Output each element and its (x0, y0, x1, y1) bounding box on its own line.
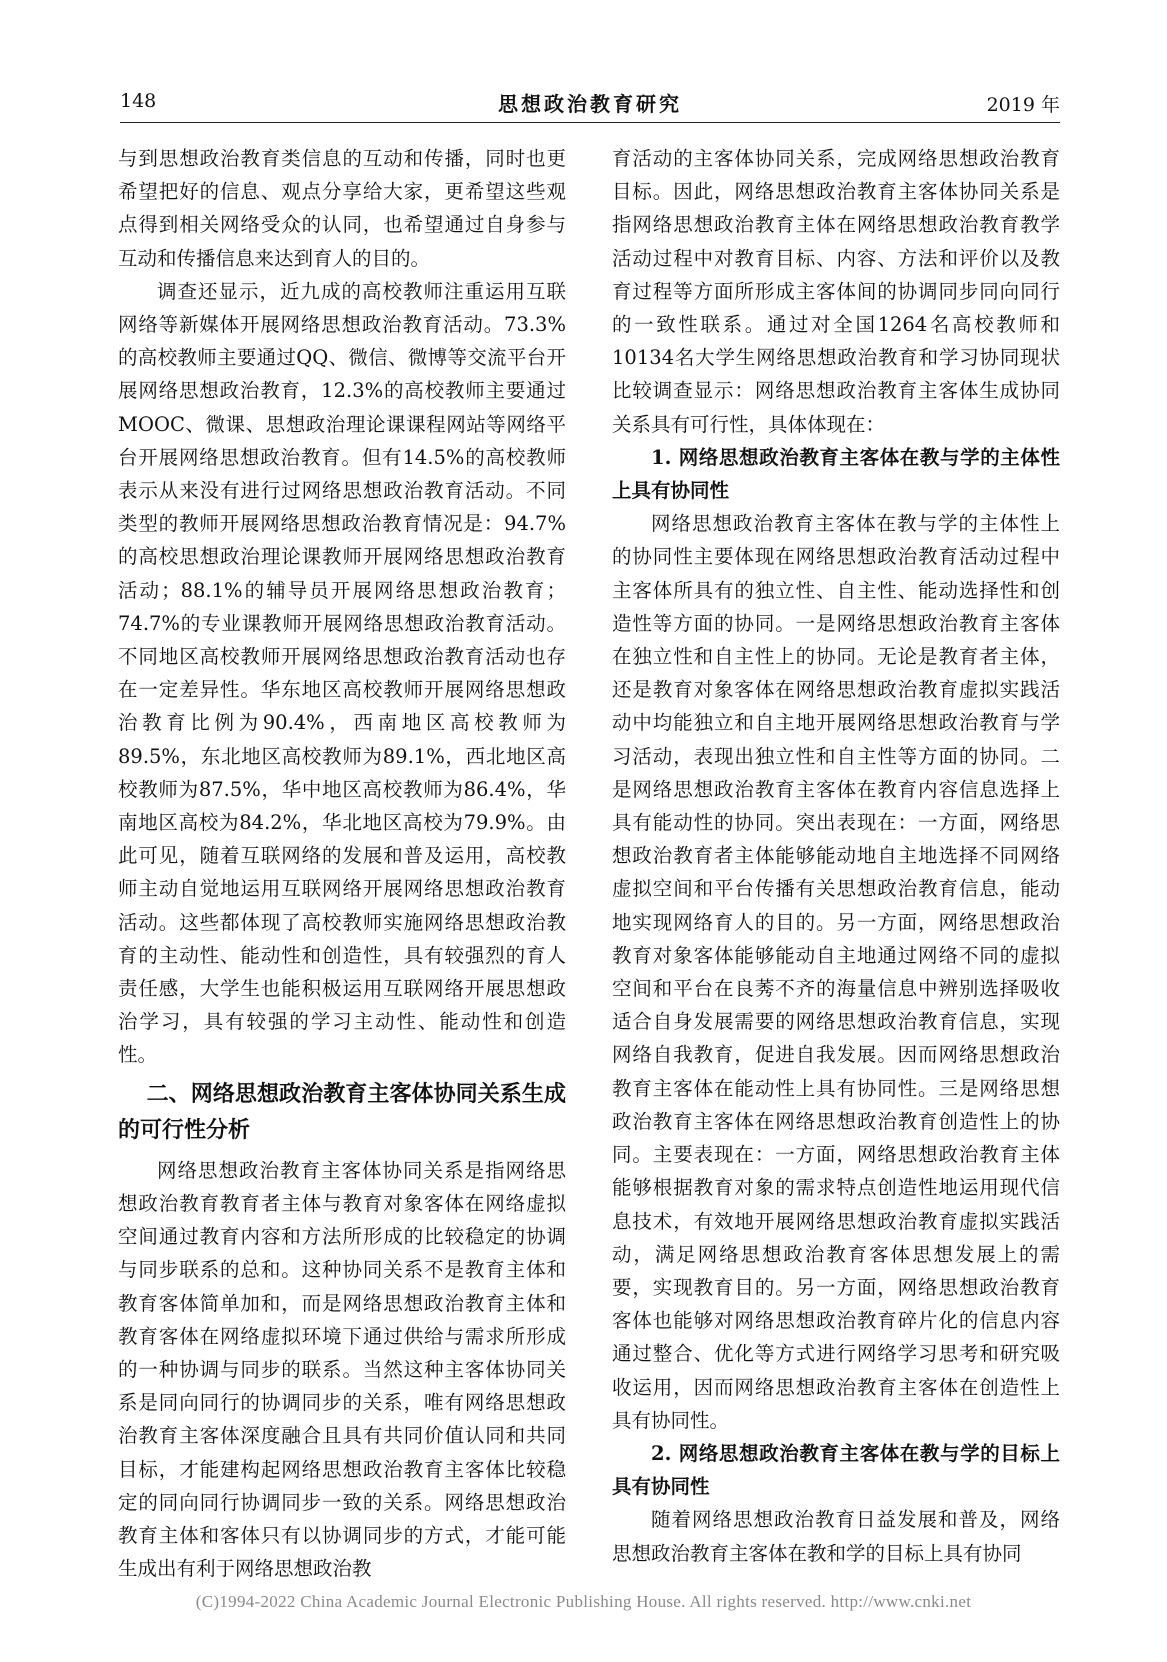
right-column (612, 142, 1060, 1570)
copyright-footer: (C)1994-2022 China Academic Journal Electronic Publishing House. All rights reserved. http://www.cnki.net (195, 1592, 972, 1611)
right-paragraph-1: 育活动的主客体协同关系，完成网络思想政治教育目标。因此，网络思想政治教育主客体协同关系是指网络思想政治教育主体在网络思想政治教育教学活动过程中对教育目标、内容、方法和评价以及教育过程等方面所形成主客体间的协调同步同向同行的一致性联系。通过对全国1264名高校教师和10134名大学生网络思想政治教育和学习协同现状比较调查显示：网络思想政治教育主客体生成协同关系具有可行性，具体体现在： (612, 147, 1060, 436)
page-header (120, 88, 1060, 123)
left-paragraph-1: 与到思想政治教育类信息的互动和传播，同时也更希望把好的信息、观点分享给大家，更希望这些观点得到相关网络受众的认同，也希望通过自身参与互动和传播信息来达到育人的目的。 (118, 147, 566, 270)
publication-year: 2019 年 (986, 94, 1060, 116)
journal-title: 思想政治教育研究 (498, 92, 682, 116)
left-paragraph-3: 网络思想政治教育主客体协同关系是指网络思想政治教育教育者主体与教育对象客体在网络虚拟空间通过教育内容和方法所形成的比较稳定的协调与同步联系的总和。这种协同关系不是教育主体和教育客体简单加和，而是网络思想政治教育主体和教育客体在网络虚拟环境下通过供给与需求所形成的一种协调与同步的联系。当然这种主客体协同关系是同向同行的协调同步的关系，唯有网络思想政治教育主客体深度融合且具有共同价值认同和共同目标，才能建构起网络思想政治教育主客体比较稳定的同向同行协调同步一致的关系。网络思想政治教育主体和客体只有以协调同步的方式，才能可能生成出有利于网络思想政治教 (118, 1158, 566, 1581)
subsection-heading-1: 1. 网络思想政治教育主客体在教与学的主体性上具有协同性 (612, 445, 1060, 503)
left-paragraph-2: 调查还显示，近九成的高校教师注重运用互联网络等新媒体开展网络思想政治教育活动。73.3%的高校教师主要通过QQ、微信、微博等交流平台开展网络思想政治教育，12.3%的高校教师主要通过MOOC、微课、思想政治理论课课程网站等网络平台开展网络思想政治教育。但有14.5%的高校教师表示从来没有进行过网络思想政治教育活动。不同类型的教师开展网络思想政治教育情况是：94.7%的高校思想政治理论课教师开展网络思想政治教育活动；88.1%的辅导员开展网络思想政治教育；74.7%的专业课教师开展网络思想政治教育活动。不同地区高校教师开展网络思想政治教育活动也存在一定差异性。华东地区高校教师开展网络思想政治教育比例为90.4%，西南地区高校教师为89.5%，东北地区高校教师为89.1%，西北地区高校教师为87.5%，华中地区高校教师为86.4%，华南地区高校为84.2%，华北地区高校为79.9%。由此可见，随着互联网络的发展和普及运用，高校教师主动自觉地运用互联网络开展网络思想政治教育活动。这些都体现了高校教师实施网络思想政治教育的主动性、能动性和创造性，具有较强烈的育人责任感，大学生也能积极运用互联网络开展思想政治学习，具有较强的学习主动性、能动性和创造性。 (118, 279, 566, 1067)
page-number: 148 (120, 90, 157, 112)
subsection-heading-2: 2. 网络思想政治教育主客体在教与学的目标上具有协同性 (612, 1441, 1060, 1499)
left-column (118, 142, 566, 1585)
right-paragraph-2: 网络思想政治教育主客体在教与学的主体性上的协同性主要体现在网络思想政治教育活动过程中主客体所具有的独立性、自主性、能动选择性和创造性等方面的协同。一是网络思想政治教育主客体在独立性和自主性上的协同。无论是教育者主体，还是教育对象客体在网络思想政治教育虚拟实践活动中均能独立和自主地开展网络思想政治教育与学习活动，表现出独立性和自主性等方面的协同。二是网络思想政治教育主客体在教育内容信息选择上具有能动性的协同。突出表现在：一方面，网络思想政治教育者主体能够能动地自主地选择不同网络虚拟空间和平台传播有关思想政治教育信息，能动地实现网络育人的目的。另一方面，网络思想政治教育对象客体能够能动自主地通过网络不同的虚拟空间和平台在良莠不齐的海量信息中辨别选择吸收适合自身发展需要的网络思想政治教育信息，实现网络自我教育，促进自我发展。因而网络思想政治教育主客体在能动性上具有协同性。三是网络思想政治教育主客体在网络思想政治教育创造性上的协同。主要表现在：一方面，网络思想政治教育主体能够根据教育对象的需求特点创造性地运用现代信息技术，有效地开展网络思想政治教育虚拟实践活动，满足网络思想政治教育客体思想发展上的需要，实现教育目的。另一方面，网络思想政治教育客体也能够对网络思想政治教育碎片化的信息内容通过整合、优化等方式进行网络学习思考和研究吸收运用，因而网络思想政治教育主客体在创造性上具有协同性。 (612, 512, 1060, 1432)
right-paragraph-3: 随着网络思想政治教育日益发展和普及，网络思想政治教育主客体在教和学的目标上具有协同 (612, 1508, 1060, 1565)
section-heading: 二、网络思想政治教育主客体协同关系生成的可行性分析 (118, 1080, 566, 1143)
